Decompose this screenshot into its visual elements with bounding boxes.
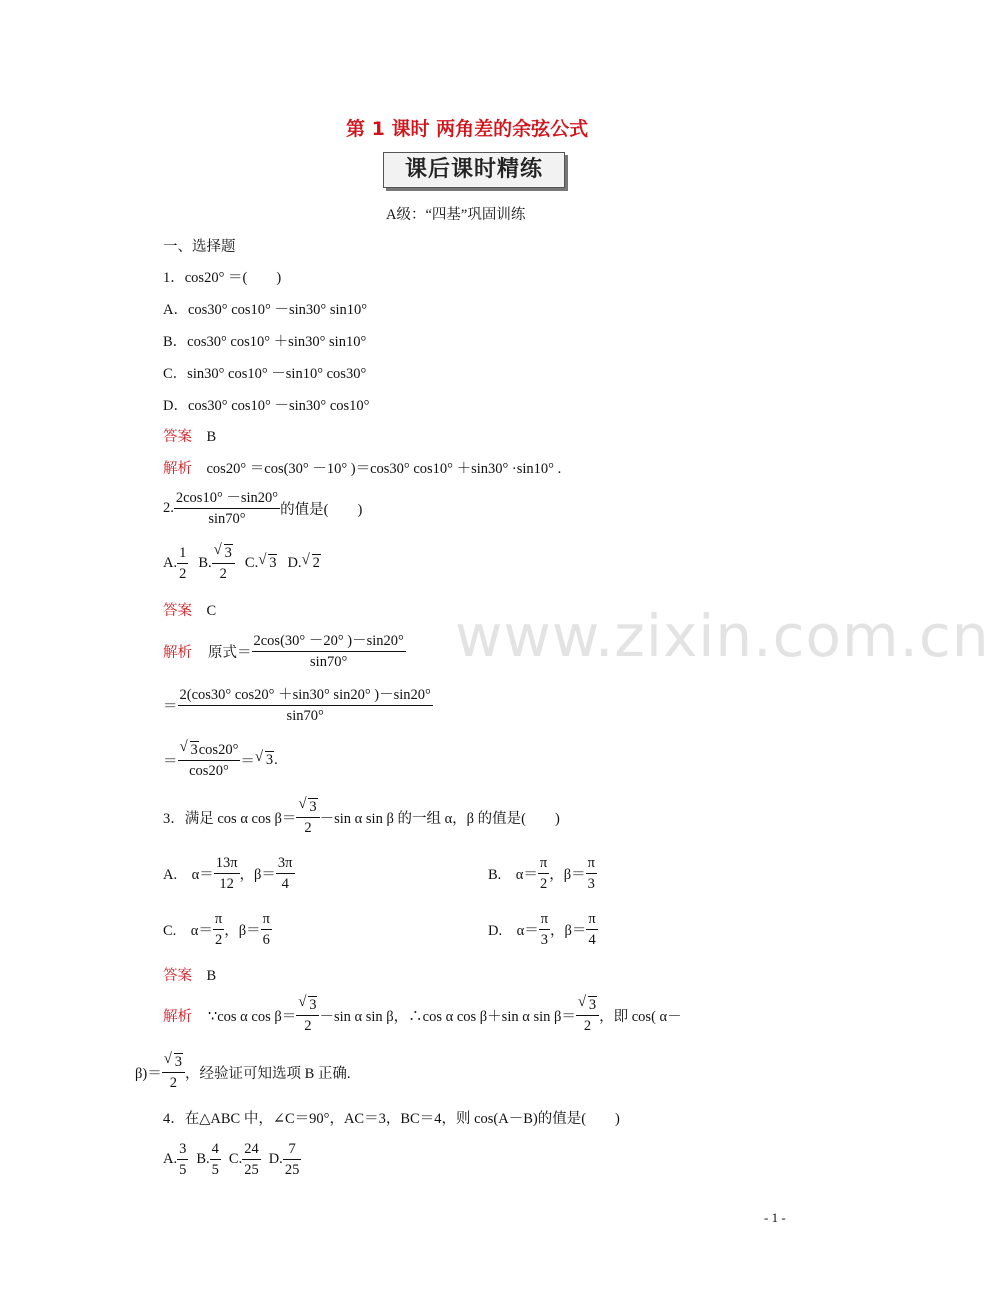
q3-answer-label: 答案	[163, 968, 192, 984]
page-title: 第 1 课时 两角差的余弦公式	[346, 118, 589, 140]
q4-option-d-frac	[283, 1139, 302, 1180]
q2-answer-label: 答案	[163, 603, 192, 619]
q4-c-n: 24	[244, 1141, 259, 1157]
q2-fraction	[174, 488, 280, 529]
q3-c-n2: π	[262, 911, 270, 927]
q3-d-mid: ，β＝	[550, 923, 587, 939]
q2-line1-num: 2cos(30° －20° )－sin20°	[253, 633, 404, 649]
q4-a-n: 3	[179, 1141, 187, 1157]
q3-an-a: ∵cos α cos β＝	[208, 1009, 297, 1025]
q4-stem: 4．在△ABC 中，∠C＝90°，AC＝3，BC＝4，则 cos(A－B)的值是( )	[163, 1111, 620, 1127]
q4-option-a-label: A.	[163, 1151, 178, 1167]
q2-line2-frac	[178, 685, 433, 726]
q4-option-b-frac	[210, 1139, 221, 1180]
q2-line2-pre: ＝	[163, 699, 178, 715]
q2-b-rad: 3	[224, 545, 232, 561]
q4-d-n: 7	[288, 1141, 296, 1157]
q2-line3-frac: √ 3cos20° cos20°	[179, 739, 239, 779]
q2-a-num: 1	[179, 545, 187, 561]
q2-option-c-sqrt: √ 3	[258, 552, 277, 571]
q3-b-n2: π	[587, 855, 595, 871]
q2-line3-den: cos20°	[178, 760, 241, 781]
q3-option-b	[488, 853, 597, 894]
q3-d-n1: π	[540, 911, 549, 927]
q4-option-b-label: B.	[196, 1151, 210, 1167]
q2-line3-end: .	[274, 752, 278, 768]
q3-stem-rad: 3	[309, 799, 317, 815]
q2-tail: 的值是( )	[280, 502, 363, 518]
q3-an-b: －sin α sin β，∴cos α cos β＋sin α sin β＝	[319, 1009, 576, 1025]
q1-option-d: D．cos30° cos10° －sin30° cos10°	[163, 398, 370, 414]
q3-analysis-label: 解析	[163, 1009, 192, 1025]
q1-answer-label: 答案	[163, 429, 192, 445]
q3-b-pre: B. α＝	[488, 867, 538, 883]
q3-a-n1: 13π	[215, 855, 238, 871]
q3-c-pre: C. α＝	[163, 923, 213, 939]
q3-c-d2: 6	[261, 929, 272, 950]
q2-option-b-frac: √ 3 2	[212, 543, 235, 584]
q4-d-d: 25	[283, 1159, 302, 1180]
q1-option-a: A．cos30° cos10° －sin30° sin10°	[163, 302, 368, 318]
q3-a-d2: 4	[276, 873, 295, 894]
q3-a-d1: 12	[214, 873, 240, 894]
q2-line1-frac	[252, 631, 406, 672]
q4-b-d: 5	[210, 1159, 221, 1180]
q4-option-c-label: C.	[228, 1151, 243, 1167]
q3-an-den2: 2	[576, 1015, 599, 1036]
q3-stem-den: 2	[296, 817, 319, 838]
q2-frac-num: 2cos10° －sin20°	[175, 490, 279, 506]
q2-line2-den: sin70°	[178, 705, 433, 726]
q3-a-n2: 3π	[277, 855, 293, 871]
q4-option-a-frac	[177, 1139, 188, 1180]
q4-option-c-frac	[242, 1139, 261, 1180]
q3-answer: B	[206, 968, 217, 984]
q1-option-c: C．sin30° cos10° －sin10° cos30°	[163, 366, 367, 382]
q3-c-d1: 2	[213, 929, 224, 950]
q3-option-d	[488, 909, 598, 950]
q2-b-den: 2	[212, 563, 235, 584]
q2-line1-pre: 原式＝	[208, 645, 252, 661]
q3-c-n1: π	[214, 911, 223, 927]
q2-line3-num-tail: cos20°	[198, 742, 239, 758]
q2-line2-num: 2(cos30° cos20° ＋sin30° sin20° )－sin20°	[179, 687, 431, 703]
q3-b-d1: 2	[538, 873, 549, 894]
q2-option-d-label: D.	[287, 555, 302, 571]
q2-frac-den: sin70°	[174, 508, 280, 529]
q2-option-c-label: C.	[244, 555, 259, 571]
q3-stem-a: 3．满足 cos α cos β＝	[163, 811, 297, 827]
q2-line3-sqrt: √ 3	[254, 749, 274, 768]
q2-d-rad: 2	[312, 555, 320, 571]
q3-d-d1: 3	[539, 929, 550, 950]
q2-answer: C	[206, 603, 217, 619]
q3-d-d2: 4	[586, 929, 597, 950]
q2-c-rad: 3	[269, 555, 277, 571]
q2-line3-rad: 3	[190, 742, 198, 758]
q3-stem-frac: √ 3 2	[296, 797, 319, 838]
q4-c-d: 25	[242, 1159, 261, 1180]
q3-an-rad2: 3	[588, 997, 597, 1013]
q3-an-c: ，即 cos( α－	[599, 1009, 682, 1025]
q2-line3-rad2: 3	[265, 752, 274, 768]
q1-answer: B	[206, 429, 217, 445]
watermark-text: www.zixin.com.cn	[455, 602, 990, 670]
q2-line3-eq: ＝	[240, 754, 255, 770]
q2-a-den: 2	[177, 563, 188, 584]
q4-option-d-label: D.	[268, 1151, 283, 1167]
q3-an-den1: 2	[296, 1015, 319, 1036]
q1-analysis: cos20° ＝cos(30° －10° )＝cos30° cos10° ＋sin30° ·sin10° .	[206, 461, 562, 477]
q3-an2-b: ，经验证可知选项 B 正确.	[184, 1066, 351, 1082]
q4-b-n: 4	[211, 1141, 219, 1157]
q3-an2-rad: 3	[174, 1054, 182, 1070]
q2-option-a-label: A.	[163, 555, 178, 571]
q2-analysis-label: 解析	[163, 645, 192, 661]
q3-b-d2: 3	[586, 873, 597, 894]
q3-an-rad1: 3	[309, 997, 317, 1013]
section-banner: 课后课时精练	[383, 152, 565, 188]
q3-a-mid: ，β＝	[239, 867, 276, 883]
page-number: - 1 -	[764, 1210, 786, 1225]
q3-d-n2: π	[588, 911, 596, 927]
q2-option-b-label: B.	[198, 555, 212, 571]
q2-option-d-sqrt: √ 2	[301, 552, 320, 571]
q1-option-b: B．cos30° cos10° ＋sin30° sin10°	[163, 334, 367, 350]
q4-a-d: 5	[177, 1159, 188, 1180]
q3-b-n1: π	[539, 855, 548, 871]
q3-an2-a: β)＝	[135, 1066, 162, 1082]
q3-option-a	[163, 853, 295, 894]
q2-number: 2.	[163, 500, 174, 516]
q1-analysis-label: 解析	[163, 461, 192, 477]
q3-a-pre: A. α＝	[163, 867, 214, 883]
level-heading: A级：“四基”巩固训练	[386, 207, 526, 223]
q2-option-a-frac	[177, 543, 188, 584]
q3-option-c	[163, 909, 272, 950]
q3-c-mid: ，β＝	[224, 923, 261, 939]
q3-an2-den: 2	[162, 1072, 185, 1093]
q3-stem-b: －sin α sin β 的一组 α，β 的值是( )	[319, 811, 560, 827]
q3-b-mid: ，β＝	[549, 867, 586, 883]
section-heading: 一、选择题	[163, 239, 236, 255]
q2-line3-pre: ＝	[163, 754, 178, 770]
q2-line1-den: sin70°	[252, 651, 406, 672]
q3-d-pre: D. α＝	[488, 923, 539, 939]
q1-stem: 1．cos20° ＝( )	[163, 270, 282, 286]
